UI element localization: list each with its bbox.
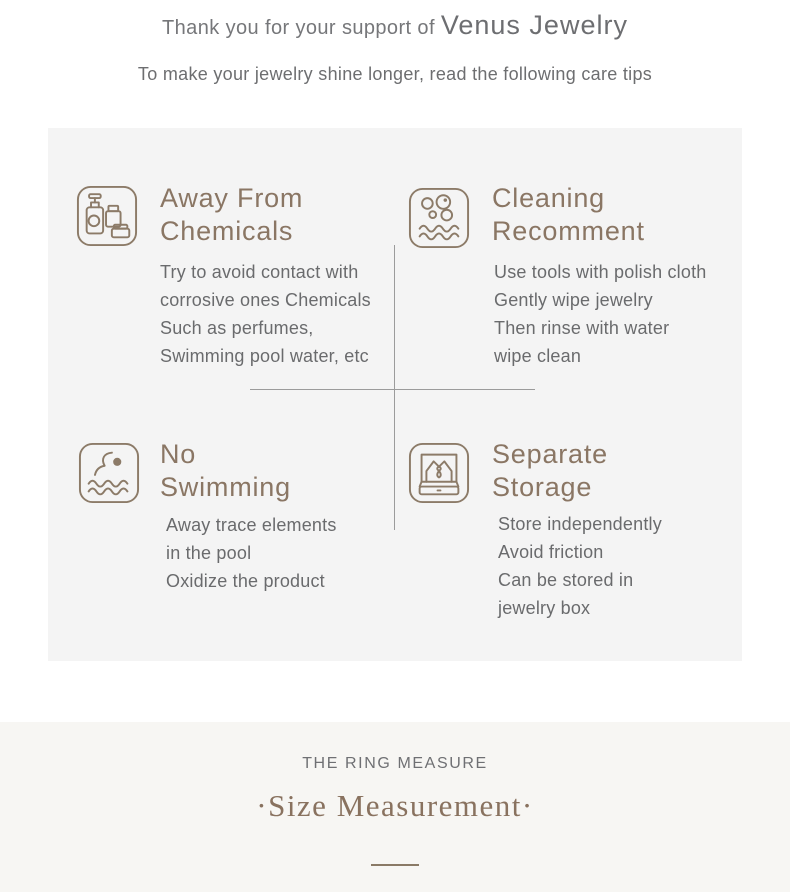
jewelry-box-icon <box>408 442 470 504</box>
tip-line: Gently wipe jewelry <box>494 290 653 310</box>
tip-title-line: Storage <box>492 472 593 502</box>
cosmetics-icon <box>76 185 138 247</box>
tip-line: wipe clean <box>494 346 582 366</box>
accent-underline <box>371 864 419 866</box>
tip-title-line: Swimming <box>160 472 291 502</box>
bubbles-icon <box>408 187 470 249</box>
tip-line: in the pool <box>166 543 252 563</box>
tip-title-line: Chemicals <box>160 216 294 246</box>
tip-title <box>492 182 645 248</box>
divider-vertical <box>394 245 395 530</box>
tip-title-line: Separate <box>492 439 608 469</box>
tip-line: corrosive ones Chemicals <box>160 290 371 310</box>
tip-line: Oxidize the product <box>166 571 325 591</box>
tip-title <box>160 182 303 248</box>
tip-line: Use tools with polish cloth <box>494 262 707 282</box>
tip-title-line: Recomment <box>492 216 645 246</box>
tip-line: Swimming pool water, etc <box>160 346 369 366</box>
tip-line: Avoid friction <box>498 542 604 562</box>
tip-line: Can be stored in <box>498 570 634 590</box>
tip-title-line: No <box>160 439 197 469</box>
tip-title-line: Cleaning <box>492 183 605 213</box>
tip-line: jewelry box <box>498 598 591 618</box>
care-tips-subtitle: To make your jewelry shine longer, read the following care tips <box>137 64 653 84</box>
tip-body <box>166 511 337 595</box>
size-measurement-section <box>0 722 790 892</box>
thank-you-text: Thank you for your support of <box>162 17 441 39</box>
swimmer-icon <box>78 442 140 504</box>
tip-line: Store independently <box>498 514 662 534</box>
size-measurement-title: ·Size Measurement· <box>256 788 534 823</box>
tip-body <box>160 258 371 370</box>
tip-line: Then rinse with water <box>494 318 670 338</box>
care-tips-panel <box>48 128 742 661</box>
tip-body <box>498 510 662 622</box>
tip-body <box>494 258 707 370</box>
ring-measure-label: THE RING MEASURE <box>302 755 488 772</box>
tip-line: Such as perfumes, <box>160 318 314 338</box>
brand-name: Venus Jewelry <box>440 10 628 40</box>
divider-horizontal <box>250 389 535 390</box>
tip-title <box>492 438 608 504</box>
tip-title-line: Away From <box>160 183 304 213</box>
thank-you-heading <box>0 10 790 41</box>
tip-line: Away trace elements <box>166 515 337 535</box>
tip-title <box>160 438 291 504</box>
tip-line: Try to avoid contact with <box>160 262 359 282</box>
